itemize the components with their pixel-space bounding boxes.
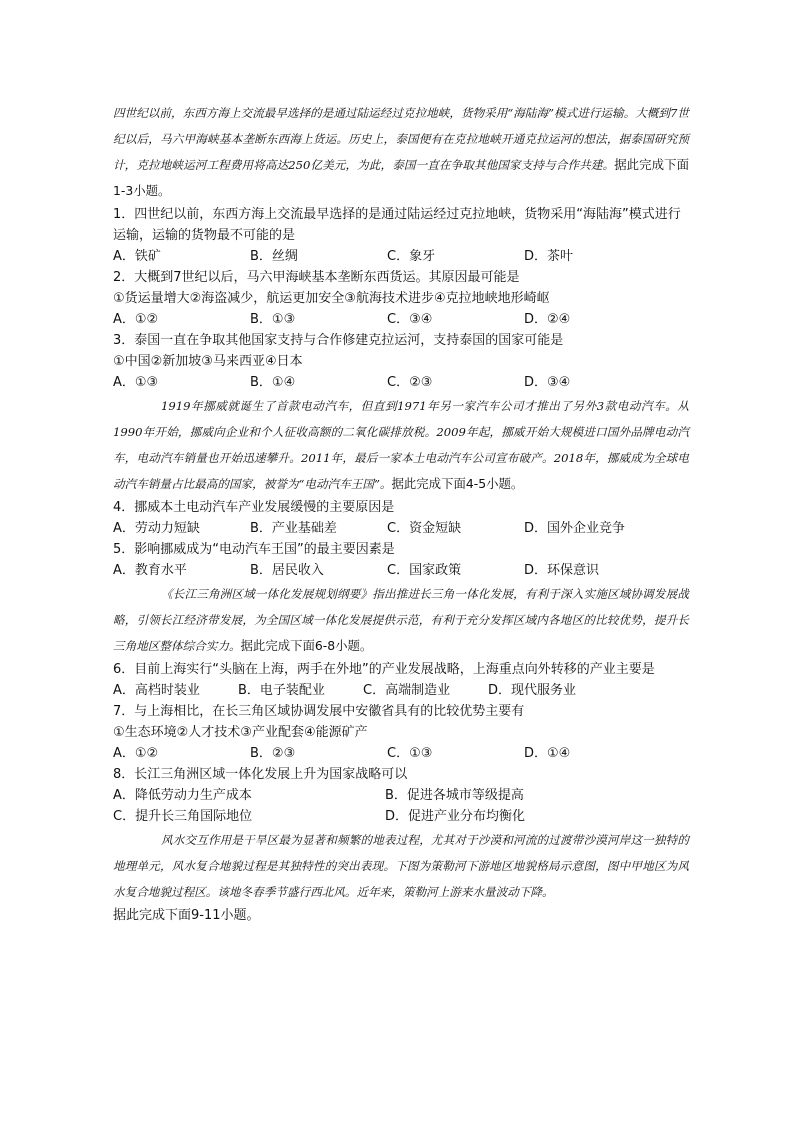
option-c[interactable]: C．③④ <box>387 312 433 327</box>
passage-2 <box>113 393 689 497</box>
passage-4-instruction: 据此完成下面9-11小题。 <box>113 908 260 923</box>
option-c[interactable]: C．提升长三角国际地位 <box>113 809 253 824</box>
passage-3 <box>113 581 689 659</box>
option-d[interactable]: D．③④ <box>524 375 571 390</box>
question-1-options <box>113 246 689 267</box>
question-1-stem: 1．四世纪以前，东西方海上交流最早选择的是通过陆运经过克拉地峡，货物采用“海陆海”模式进行运输，运输的货物最不可能的是 <box>113 207 681 243</box>
option-b[interactable]: B．居民收入 <box>250 563 324 578</box>
option-d[interactable]: D．促进产业分布均衡化 <box>385 809 526 824</box>
question-6-options <box>113 680 689 701</box>
question-7-stem: 7．与上海相比，在长三角区域协调发展中安徽省具有的比较优势主要有 <box>113 704 525 719</box>
option-b[interactable]: B．产业基础差 <box>250 521 337 536</box>
option-d[interactable]: D．国外企业竞争 <box>524 521 626 536</box>
passage-3-text: 《长江三角洲区域一体化发展规划纲要》指出推进长三角一体化发展，有利于深入实施区域协调发展战略，引领长江经济带发展，为全国区域一体化发展提供示范，有利于充分发挥区域内各地区的比较优势，提升长三角地区整体综合实力。 <box>113 587 689 653</box>
option-a[interactable]: A．劳动力短缺 <box>113 521 200 536</box>
option-c[interactable]: C．资金短缺 <box>387 521 462 536</box>
question-2-statements: ①货运量增大②海盗减少，航运更加安全③航海技术进步④克拉地峡地形崎岖 <box>113 291 550 306</box>
passage-1 <box>113 100 689 204</box>
question-5-stem: 5．影响挪威成为“电动汽车王国”的最主要因素是 <box>113 542 395 557</box>
option-d[interactable]: D．①④ <box>524 746 571 761</box>
option-b[interactable]: B．促进各城市等级提高 <box>385 788 524 803</box>
question-3-stem: 3．泰国一直在争取其他国家支持与合作修建克拉运河，支持泰国的国家可能是 <box>113 333 564 348</box>
passage-1-instruction: 据此完成下面1-3小题。 <box>113 157 689 198</box>
option-d[interactable]: D．茶叶 <box>524 249 574 264</box>
option-a[interactable]: A．高档时装业 <box>113 683 200 698</box>
option-b[interactable]: B．丝绸 <box>250 249 298 264</box>
option-a[interactable]: A．降低劳动力生产成本 <box>113 788 252 803</box>
option-b[interactable]: B．电子装配业 <box>238 683 325 698</box>
question-4-stem: 4．挪威本土电动汽车产业发展缓慢的主要原因是 <box>113 500 395 515</box>
passage-4: 风水交互作用是干旱区最为显著和频繁的地表过程，尤其对于沙漠和河流的过渡带沙漠河岸这一独特的地理单元，风水复合地貌过程是其独特性的突出表现。下图为策勒河下游地区地貌格局示意图，图中甲地区为风水复合地貌过程区。该地冬春季节盛行西北风。近年来，策勒河上游来水量波动下降。 <box>113 833 689 899</box>
question-3-options <box>113 372 689 393</box>
option-c[interactable]: C．象牙 <box>387 249 436 264</box>
option-a[interactable]: A．铁矿 <box>113 249 161 264</box>
question-7-statements: ①生态环境②人才技术③产业配套④能源矿产 <box>113 725 368 740</box>
option-a[interactable]: A．①③ <box>113 375 159 390</box>
question-8-options <box>113 785 689 827</box>
option-d[interactable]: D．现代服务业 <box>488 683 577 698</box>
document-content <box>113 100 689 927</box>
option-d[interactable]: D．环保意识 <box>524 563 600 578</box>
passage-2-text: 1919年挪威就诞生了首款电动汽车，但直到1971年另一家汽车公司才推出了另外3款电动汽车。从1990年开始，挪威向企业和个人征收高额的二氧化碳排放税。2009年起，挪威开始大规模进口国外品牌电动汽车，电动汽车销量也开始迅速攀升。2011年，最后一家本土电动汽车公司宣布破产。2018年，挪威成为全球电动汽车销量占比最高的国家，被誉为“电动汽车王国”。 <box>113 399 689 491</box>
passage-2-instruction: 据此完成下面4-5小题。 <box>391 476 524 491</box>
passage-1-text: 四世纪以前，东西方海上交流最早选择的是通过陆运经过克拉地峡，货物采用“海陆海”模式进行运输。大概到7世纪以后，马六甲海峡基本垄断东西海上货运。历史上，泰国便有在克拉地峡开通克拉运河的想法，据泰国研究预计，克拉地峡运河工程费用将高达250亿美元，为此，泰国一直在争取其他国家支持与合作共建。 <box>113 106 689 172</box>
question-7-options <box>113 743 689 764</box>
option-d[interactable]: D．②④ <box>524 312 571 327</box>
question-6-stem: 6．目前上海实行“头脑在上海，两手在外地”的产业发展战略，上海重点向外转移的产业主要是 <box>113 662 655 677</box>
question-3-statements: ①中国②新加坡③马来西亚④日本 <box>113 354 303 369</box>
option-b[interactable]: B．①④ <box>250 375 296 390</box>
option-c[interactable]: C．高端制造业 <box>363 683 451 698</box>
question-8-stem: 8．长江三角洲区域一体化发展上升为国家战略可以 <box>113 767 408 782</box>
option-a[interactable]: A．①② <box>113 312 159 327</box>
option-c[interactable]: C．②③ <box>387 375 433 390</box>
passage-3-instruction: 据此完成下面6-8小题。 <box>240 638 373 653</box>
option-c[interactable]: C．①③ <box>387 746 433 761</box>
option-a[interactable]: A．①② <box>113 746 159 761</box>
question-2-stem: 2．大概到7世纪以后，马六甲海峡基本垄断东西货运。其原因最可能是 <box>113 270 520 285</box>
question-4-options <box>113 518 689 539</box>
question-2-options <box>113 309 689 330</box>
option-a[interactable]: A．教育水平 <box>113 563 187 578</box>
option-b[interactable]: B．①③ <box>250 312 296 327</box>
question-5-options <box>113 560 689 581</box>
option-b[interactable]: B．②③ <box>250 746 296 761</box>
option-c[interactable]: C．国家政策 <box>387 563 462 578</box>
